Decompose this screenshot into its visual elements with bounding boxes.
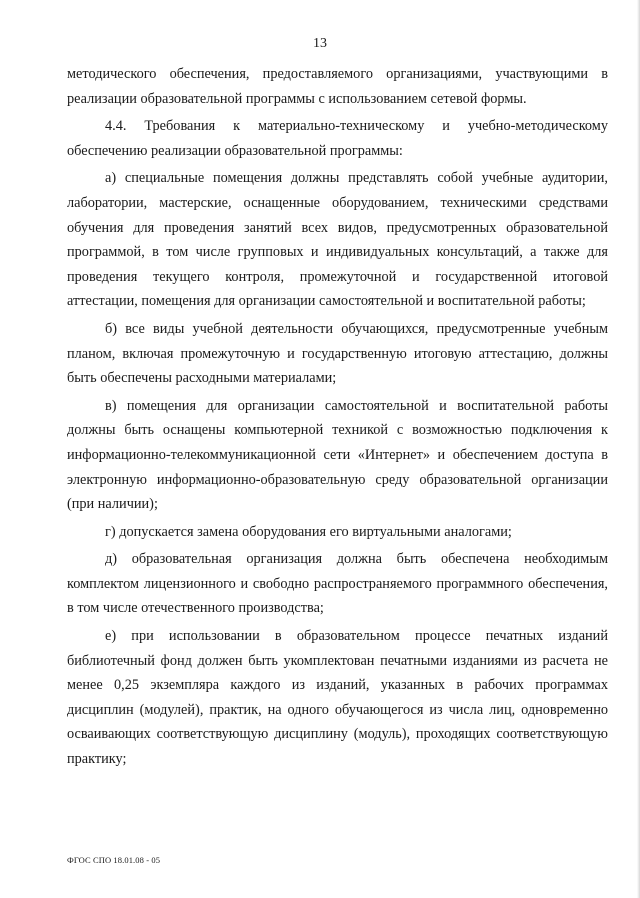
- paragraph-item-b: б) все виды учебной деятельности обучающихся, предусмотренные учебным планом, включая промежуточную и государственную итоговую аттестацию, должны быть обеспечены расходными материалами;: [67, 320, 608, 387]
- document-footer: ФГОС СПО 18.01.08 - 05: [67, 855, 161, 865]
- paragraph-item-v: в) помещения для организации самостоятельной и воспитательной работы должны быть оснащены компьютерной техникой с возможностью подключения к информационно-телекоммуникационной сети «Интернет» и обеспечением доступа в электронную информационно-образовательную среду образовательной организации (при наличии);: [67, 397, 608, 513]
- paragraph-item-e: е) при использовании в образовательном процессе печатных изданий библиотечный фонд должен быть укомплектован печатными изданиями из расчета не менее 0,25 экземпляра каждого из изданий, указанных в рабочих программах дисциплин (модулей), практик, на одного обучающегося из числа лиц, одновременно осваивающих соответствующую дисциплину (модуль), проходящих соответствующую практику;: [67, 628, 608, 768]
- paragraph-item-a: а) специальные помещения должны представлять собой учебные аудитории, лаборатории, мастерские, оснащенные оборудованием, техническими средствами обучения для проведения занятий всех видов, предусмотренных образовательной программой, в том числе групповых и индивидуальных консультаций, а также для проведения текущего контроля, промежуточной и государственной итоговой аттестации, помещения для организации самостоятельной и воспитательной работы;: [67, 170, 608, 310]
- document-body: [67, 62, 608, 772]
- paragraph-section-4-4: 4.4. Требования к материально-техническому и учебно-методическому обеспечению реализации образовательной программы:: [67, 118, 608, 159]
- paragraph-item-g: г) допускается замена оборудования его виртуальными аналогами;: [105, 523, 512, 540]
- page-number: 13: [313, 36, 327, 51]
- paragraph-item-d: д) образовательная организация должна быть обеспечена необходимым комплектом лицензионного и свободно распространяемого программного обеспечения, в том числе отечественного производства;: [67, 551, 608, 617]
- paragraph-continuation: методического обеспечения, предоставляемого организациями, участвующими в реализации образовательной программы с использованием сетевой формы.: [67, 66, 608, 107]
